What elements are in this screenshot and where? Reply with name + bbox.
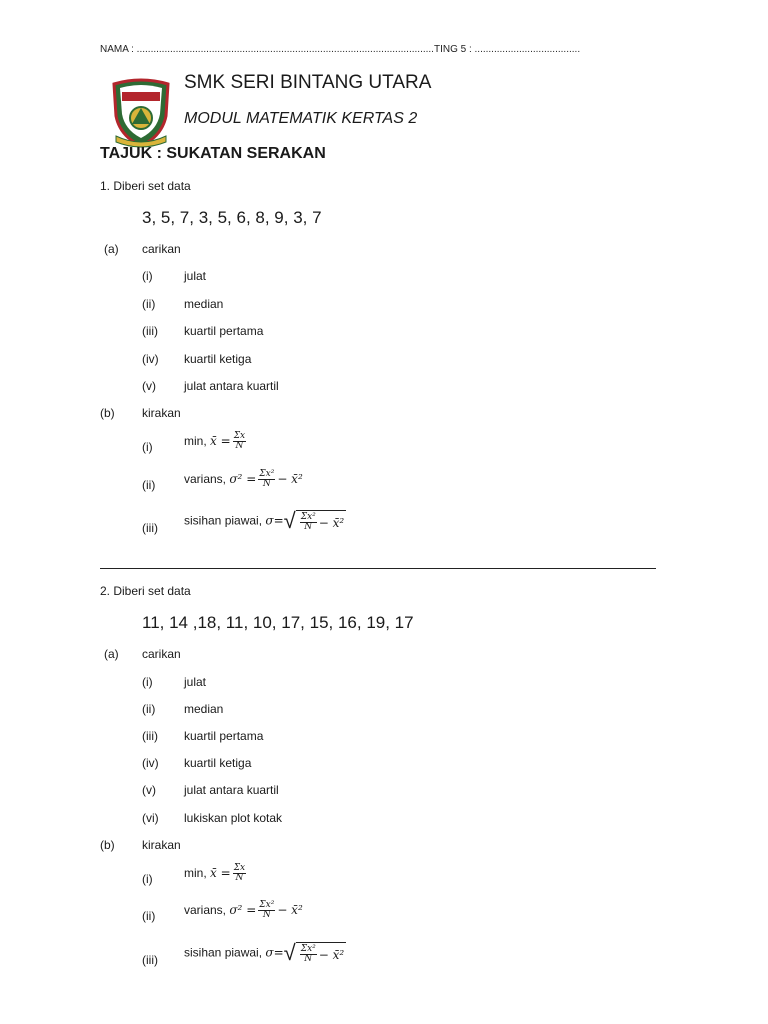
q2-b-stddev [184, 942, 346, 965]
q2-b-stddev-label: sisihan piawai, [184, 945, 266, 960]
q1-part-a-label: (a) [104, 242, 119, 256]
fraction-mean [233, 432, 246, 452]
q1-a-item-roman: (iv) [142, 352, 159, 366]
xbar-symbol: x̄ [210, 866, 217, 881]
q2-heading: 2. Diberi set data [100, 584, 191, 598]
q2-a-item-roman: (ii) [142, 702, 156, 716]
school-name: SMK SERI BINTANG UTARA [184, 72, 432, 93]
q1-part-b-text: kirakan [142, 406, 181, 420]
q2-a-item-roman: (vi) [142, 811, 159, 825]
q2-b-variance-label: varians, [184, 903, 230, 918]
q2-a-item-text: kuartil ketiga [184, 756, 252, 770]
q1-b-min [184, 432, 248, 452]
minus-xbar-squared: − x̄² [277, 903, 303, 918]
q1-a-item-text: julat [184, 269, 207, 283]
xbar-symbol: x̄ [210, 434, 217, 449]
fraction-mean [233, 864, 246, 884]
fraction-numerator: Σx² [259, 900, 275, 910]
q2-part-b-label: (b) [100, 838, 115, 852]
q1-dataset: 3, 5, 7, 3, 5, 6, 8, 9, 3, 7 [142, 208, 322, 227]
equals-sign: = [246, 472, 257, 487]
q1-a-item-text: kuartil pertama [184, 324, 264, 338]
nama-ting-line: NAMA : ...........................................................................................................TING 5 : ...................................... [100, 44, 581, 55]
sigma-symbol: σ [265, 513, 274, 528]
radical-sign-icon: √ [283, 940, 296, 965]
q2-a-item-roman: (iii) [142, 729, 158, 743]
equals-sign: = [246, 903, 257, 918]
q1-part-a-text: carikan [142, 242, 181, 256]
q2-dataset: 11, 14 ,18, 11, 10, 17, 15, 16, 19, 17 [142, 613, 414, 632]
fraction-numerator: Σx [233, 431, 246, 441]
fraction-numerator: Σx² [300, 944, 316, 954]
q1-heading: 1. Diberi set data [100, 179, 191, 193]
q1-b-variance [184, 470, 303, 490]
q2-part-b-text: kirakan [142, 838, 181, 852]
fraction-denominator: N [235, 873, 244, 884]
q1-a-item-text: median [184, 297, 224, 311]
q2-a-item-text: julat [184, 675, 207, 689]
q2-a-item-roman: (iv) [142, 756, 159, 770]
equals-sign: = [220, 434, 231, 449]
sigma-squared-symbol: σ² [229, 472, 243, 487]
minus-xbar-squared: − x̄² [318, 515, 345, 530]
q1-a-item-text: kuartil ketiga [184, 352, 252, 366]
fraction-numerator: Σx² [259, 469, 275, 479]
modul-title: MODUL MATEMATIK KERTAS 2 [184, 110, 418, 127]
fraction-numerator: Σx² [300, 512, 316, 522]
q2-b-min-label: min, [184, 866, 211, 881]
q2-b-item-roman: (i) [142, 872, 153, 886]
fraction-variance [258, 901, 275, 921]
q1-a-item-roman: (ii) [142, 297, 156, 311]
q2-part-a-text: carikan [142, 647, 181, 661]
q1-a-item-roman: (i) [142, 269, 153, 283]
square-root [284, 942, 347, 965]
q2-b-variance [184, 901, 303, 921]
q1-part-b-label: (b) [100, 406, 115, 420]
q2-part-a-label: (a) [104, 647, 119, 661]
q2-a-item-text: median [184, 702, 224, 716]
equals-sign: = [220, 866, 231, 881]
q2-b-item-roman: (ii) [142, 909, 156, 923]
fraction-variance [300, 945, 317, 965]
section-divider [100, 568, 656, 569]
fraction-denominator: N [262, 910, 271, 921]
fraction-variance [300, 513, 317, 533]
equals-sign: = [273, 513, 284, 528]
minus-xbar-squared: − x̄² [318, 947, 345, 962]
equals-sign: = [273, 945, 284, 960]
q2-a-item-roman: (i) [142, 675, 153, 689]
q1-b-item-roman: (ii) [142, 478, 156, 492]
sigma-squared-symbol: σ² [229, 903, 243, 918]
q1-a-item-text: julat antara kuartil [184, 379, 279, 393]
q2-b-item-roman: (iii) [142, 953, 158, 967]
q1-b-variance-label: varians, [184, 472, 230, 487]
fraction-denominator: N [304, 954, 313, 965]
q2-a-item-text: kuartil pertama [184, 729, 264, 743]
radical-sign-icon: √ [283, 508, 296, 533]
fraction-denominator: N [235, 441, 244, 452]
sigma-symbol: σ [265, 945, 274, 960]
q1-a-item-roman: (iii) [142, 324, 158, 338]
q1-b-min-label: min, [184, 434, 211, 449]
topic-title: TAJUK : SUKATAN SERAKAN [100, 145, 326, 162]
school-crest-logo [110, 78, 172, 148]
q1-b-stddev-label: sisihan piawai, [184, 513, 266, 528]
q1-a-item-roman: (v) [142, 379, 156, 393]
fraction-variance [258, 470, 275, 490]
q1-b-item-roman: (i) [142, 440, 153, 454]
fraction-denominator: N [262, 479, 271, 490]
fraction-denominator: N [304, 522, 313, 533]
q1-b-stddev [184, 510, 346, 533]
q2-a-item-roman: (v) [142, 783, 156, 797]
q2-b-min [184, 864, 248, 884]
minus-xbar-squared: − x̄² [277, 472, 303, 487]
q1-b-item-roman: (iii) [142, 521, 158, 535]
square-root [284, 510, 347, 533]
fraction-numerator: Σx [233, 863, 246, 873]
q2-a-item-text: julat antara kuartil [184, 783, 279, 797]
q2-a-item-text: lukiskan plot kotak [184, 811, 283, 825]
